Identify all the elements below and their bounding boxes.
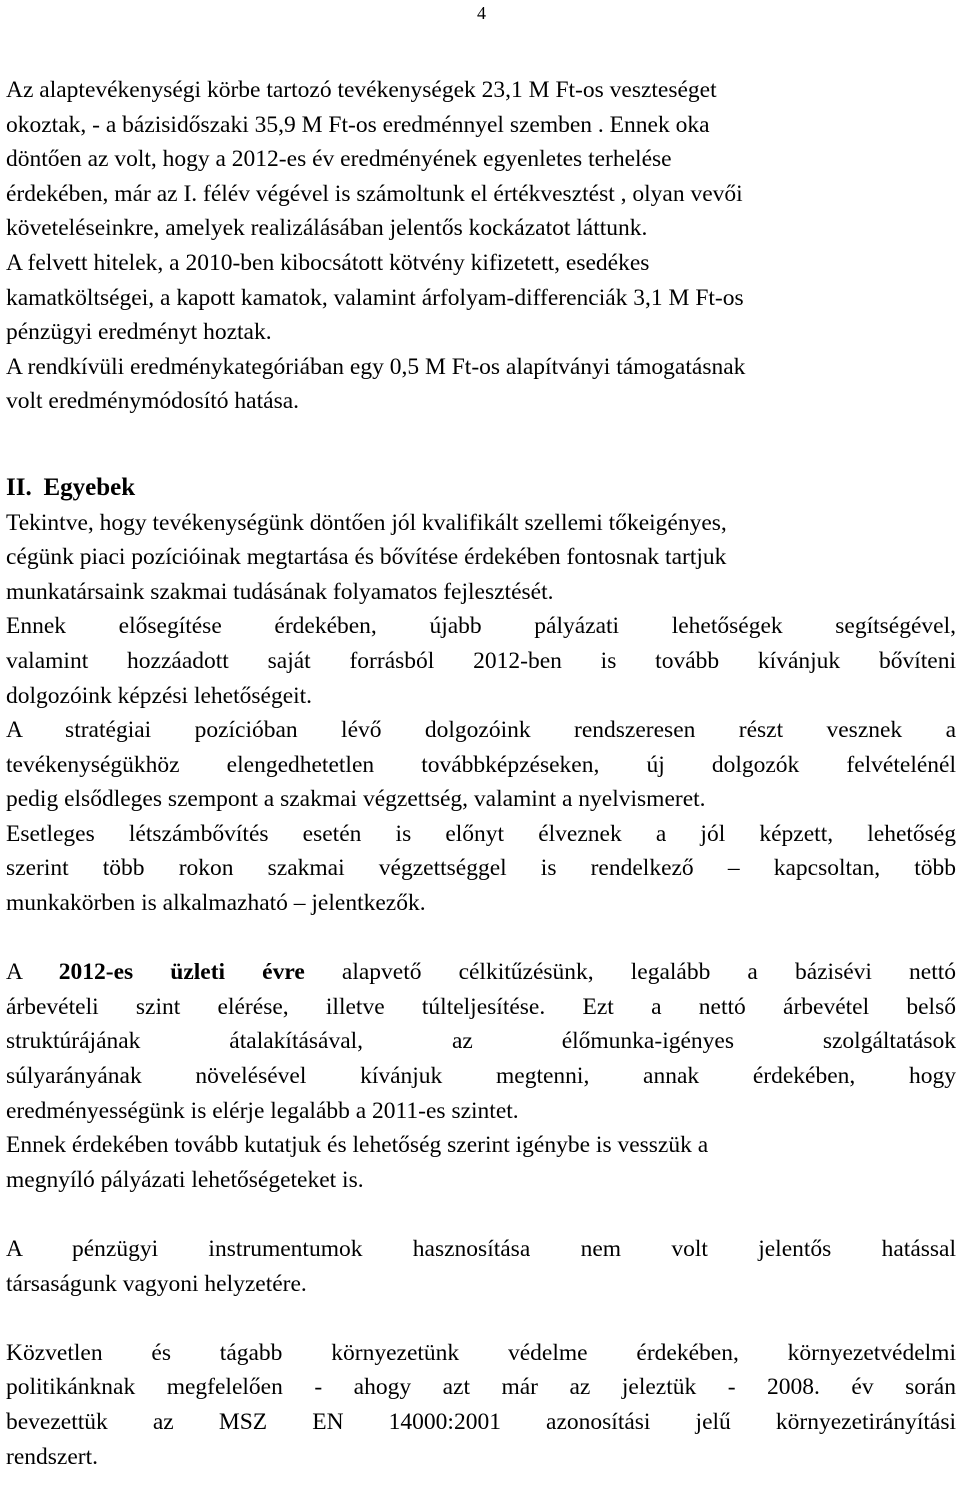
paragraph-strategic-staff	[6, 713, 956, 817]
text-line: okoztak, - a bázisidőszaki 35,9 M Ft-os eredménnyel szemben . Ennek oka	[6, 111, 710, 138]
text-fragment: alapvető célkitűzésünk, legalább a bázisévi nettó	[341, 959, 957, 986]
text-line: munkatársaink szakmai tudásának folyamatos fejlesztését.	[6, 578, 554, 605]
text-line	[6, 955, 956, 990]
paragraph-core-activities	[6, 73, 956, 246]
paragraph-extraordinary-result	[6, 350, 956, 419]
paragraph-tenders	[6, 1128, 956, 1197]
text-line: tevékenységükhöz elengedhetetlen továbbképzéseken, új dolgozók felvételénél	[6, 751, 956, 778]
paragraph-training-opportunities	[6, 609, 956, 713]
section-heading	[6, 471, 956, 506]
text-line: érdekében, már az I. félév végével is számoltunk el értékvesztést , olyan vevői	[6, 180, 743, 207]
text-line: Ennek elősegítése érdekében, újabb pályázati lehetőségek segítségével,	[6, 613, 956, 640]
paragraph-business-year-goals	[6, 955, 956, 1128]
text-line: Ennek érdekében tovább kutatjuk és lehetőség szerint igénybe is vesszük a	[6, 1132, 709, 1159]
document-body	[6, 73, 956, 1474]
text-line: A pénzügyi instrumentumok hasznosítása nem volt jelentős hatással	[6, 1236, 956, 1262]
section-title: Egyebek	[43, 473, 136, 501]
paragraph-environmental-policy	[6, 1336, 956, 1474]
text-line: bevezettük az MSZ EN 14000:2001 azonosítási jelű környezetirányítási	[6, 1408, 956, 1435]
paragraph-financial-result	[6, 246, 956, 350]
text-line: cégünk piaci pozícióinak megtartása és bővítése érdekében fontosnak tartjuk	[6, 544, 727, 571]
text-line: kamatköltségei, a kapott kamatok, valamint árfolyam-differenciák 3,1 M Ft-os	[6, 284, 744, 311]
text-line: társaságunk vagyoni helyzetére.	[6, 1270, 307, 1297]
text-line: Esetleges létszámbővítés esetén is előnyt élveznek a jól képzett, lehetőség	[6, 820, 956, 847]
text-line: követeléseinkre, amelyek realizálásában jelentős kockázatot láttunk.	[6, 215, 648, 242]
text-line: politikánknak megfelelően - ahogy azt már az jeleztük - 2008. év során	[6, 1374, 956, 1401]
paragraph-staff-development	[6, 506, 956, 610]
text-line: struktúrájának átalakításával, az élőmunka-igényes szolgáltatások	[6, 1028, 956, 1055]
page-number: 4	[477, 3, 486, 23]
text-line: Tekintve, hogy tevékenységünk döntően jól kvalifikált szellemi tőkeigényes,	[6, 509, 727, 536]
text-line: Közvetlen és tágabb környezetünk védelme érdekében, környezetvédelmi	[6, 1339, 956, 1366]
text-line: szerint több rokon szakmai végzettséggel is rendelkező – kapcsoltan, több	[6, 855, 956, 882]
text-line: A felvett hitelek, a 2010-ben kibocsátott kötvény kifizetett, esedékes	[6, 249, 650, 276]
text-line: megnyíló pályázati lehetőségeteket is.	[6, 1166, 364, 1193]
text-line: árbevételi szint elérése, illetve túlteljesítése. Ezt a nettó árbevétel belső	[6, 993, 956, 1020]
text-line: pénzügyi eredményt hoztak.	[6, 319, 272, 346]
text-line: A stratégiai pozícióban lévő dolgozóink rendszeresen részt vesznek a	[6, 717, 956, 744]
text-line: súlyarányának növelésével kívánjuk megtenni, annak érdekében, hogy	[6, 1063, 956, 1090]
text-line: eredményességünk is elérje legalább a 2011-es szintet.	[6, 1097, 519, 1124]
text-line: munkakörben is alkalmazható – jelentkezők.	[6, 890, 426, 917]
bold-phrase: 2012-es üzleti évre	[58, 959, 305, 986]
section-number: II.	[6, 473, 32, 501]
text-fragment: A	[6, 959, 22, 986]
text-line: volt eredménymódosító hatása.	[6, 388, 300, 415]
text-line: valamint hozzáadott saját forrásból 2012-ben is tovább kívánjuk bővíteni	[6, 647, 956, 674]
text-line: rendszert.	[6, 1443, 98, 1470]
text-line: döntően az volt, hogy a 2012-es év eredményének egyenletes terhelése	[6, 146, 672, 173]
paragraph-financial-instruments	[6, 1232, 956, 1301]
text-line: dolgozóink képzési lehetőségeit.	[6, 682, 313, 709]
text-line: pedig elsődleges szempont a szakmai végzettség, valamint a nyelvismeret.	[6, 786, 706, 813]
text-line: A rendkívüli eredménykategóriában egy 0,5 M Ft-os alapítványi támogatásnak	[6, 353, 746, 380]
text-line: Az alaptevékenységi körbe tartozó tevékenységek 23,1 M Ft-os veszteséget	[6, 77, 717, 103]
paragraph-headcount-expansion	[6, 817, 956, 921]
